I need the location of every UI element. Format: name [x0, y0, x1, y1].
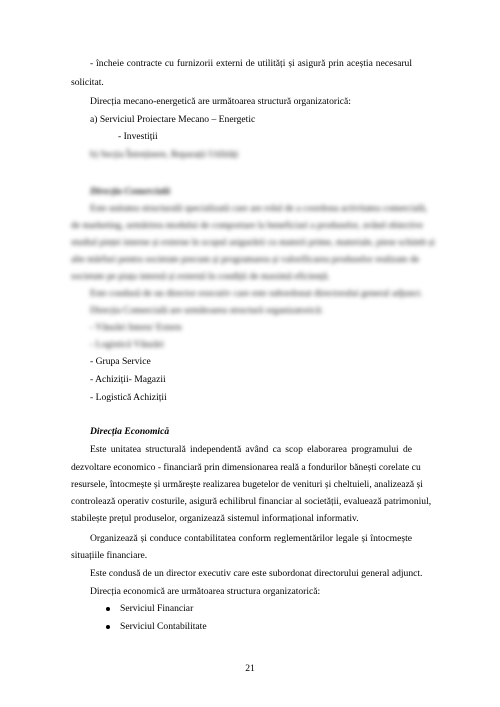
blurred-text-line: alte mărfuri pentru societate precum și programarea și valorificarea produselor realizate de	[71, 254, 420, 265]
bullet-item: Serviciul Financiar	[120, 603, 194, 614]
bullet-icon	[106, 607, 110, 611]
text-line: stabilește prețul produselor, organizează sistemul informațional informativ.	[71, 513, 359, 524]
text-line: situațiile financiare.	[71, 550, 148, 561]
blurred-text-line: de marketing, urmărirea modului de comportare la beneficiari a produselor, având obiective	[71, 220, 424, 231]
text-line: Este condusă de un director executiv care este subordonat directorului general adjunct.	[90, 568, 423, 579]
text-line: a) Serviciul Proiectare Mecano – Energetic	[90, 114, 256, 125]
list-item: - Achiziții- Magazii	[90, 374, 166, 385]
blurred-text-line: - Logistică Vânzări	[90, 339, 164, 350]
text-line: resursele, întocmește și urmărește realizarea bugetelor de venituri și cheltuieli, analizează și	[71, 479, 423, 490]
list-item: - Grupa Service	[90, 356, 151, 367]
blurred-text-line: - Vânzări Intern/ Extern	[90, 322, 182, 333]
text-line: controlează operativ costurile, asigură echilibrul financiar al societății, evaluează patrimoniul,	[71, 496, 432, 507]
blurred-text-line: studiul pieței interne și externe în scopul asigurării cu materii prime, materiale, piese schimb și	[71, 237, 435, 248]
blurred-heading: Direcția Comercială	[90, 186, 171, 197]
bullet-item: Serviciul Contabilitate	[120, 621, 207, 632]
page-number: 21	[245, 663, 255, 674]
blurred-text-line: b) Secția Întreținere, Reparații Utilități	[90, 149, 239, 160]
list-item: - Logistică Achiziții	[90, 392, 167, 403]
section-heading: Direcția Economică	[90, 426, 170, 437]
text-line: - încheie contracte cu furnizorii externi de utilități și asigură prin aceștia necesarul	[90, 58, 412, 69]
text-line: solicitat.	[71, 77, 104, 88]
text-line: Direcția mecano-energetică are următoarea structură organizatorică:	[90, 96, 351, 107]
text-line: dezvoltare economico - financiară prin dimensionarea reală a fondurilor bănești corelate cu	[71, 462, 421, 473]
text-line: - Investiții	[118, 131, 158, 142]
text-line: Organizează și conduce contabilitatea conform reglementărilor legale și întocmește	[90, 533, 412, 544]
blurred-text-line: societate pe piața internă și externă în condiții de maximă eficiență.	[71, 271, 330, 282]
bullet-icon	[106, 625, 110, 629]
text-line: Este unitatea structurală independentă având ca scop elaborarea programului de	[90, 444, 412, 455]
blurred-text-line: Este unitatea structurală specializată care are rolul de a coordona activitatea comercială,	[90, 203, 428, 214]
blurred-text-line: Este condusă de un director executiv care este subordonat directorului general adjunct.	[90, 288, 423, 299]
blurred-text-line: Direcția Comercială are următoarea structură organizatorică:	[90, 305, 323, 316]
text-line: Direcția economică are următoarea structura organizatorică:	[90, 586, 321, 597]
